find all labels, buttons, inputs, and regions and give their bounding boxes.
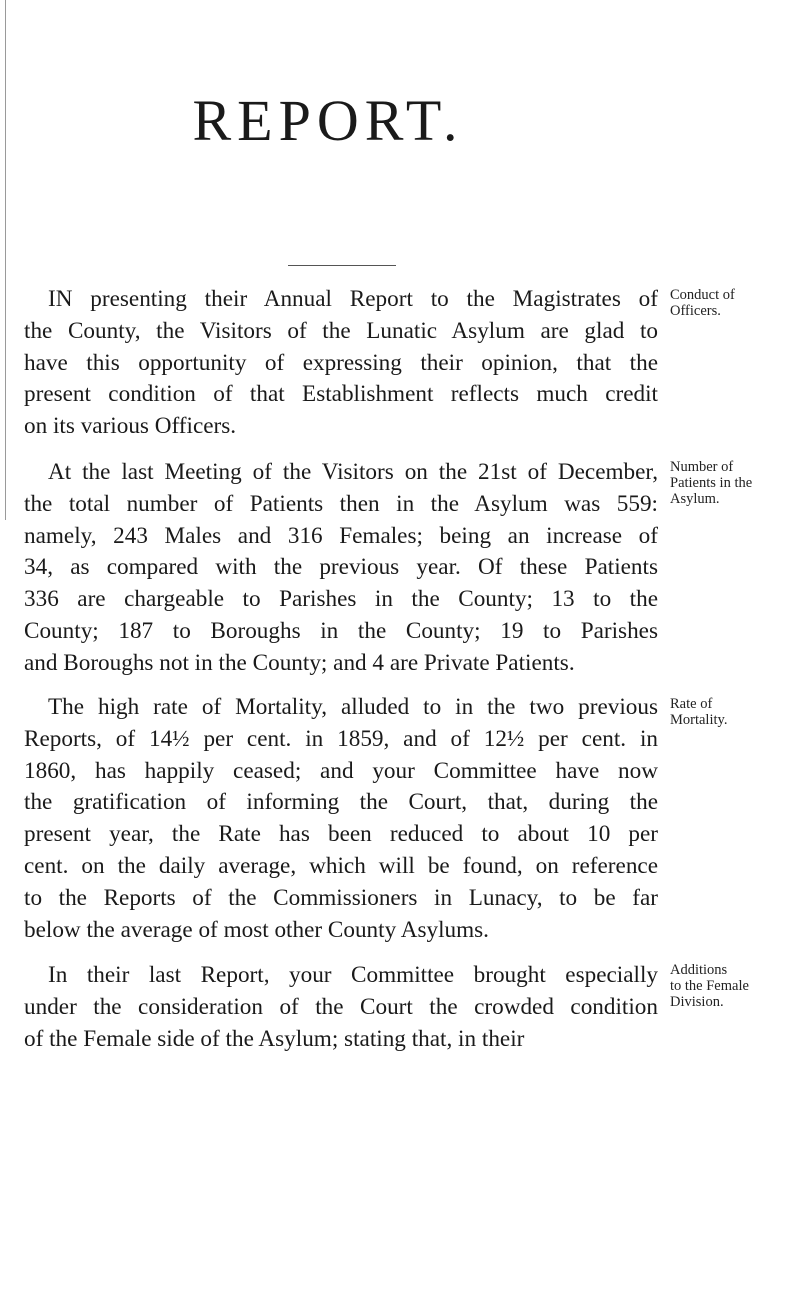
text-line: The high rate of Mortality, alluded to in the two previous [48, 694, 658, 720]
text-line: under the consideration of the Court the crowded condition [24, 993, 658, 1020]
text-line: below the average of most other County Asylums. [24, 916, 489, 943]
text-line: present year, the Rate has been reduced to about 10 per [24, 821, 658, 848]
text-line: the County, the Visitors of the Lunatic Asylum are glad to [24, 317, 658, 344]
text-line: In their last Report, your Committee brought especially [48, 962, 658, 988]
text-line: County; 187 to Boroughs in the County; 19 to Parishes [24, 617, 658, 644]
text-line: namely, 243 Males and 316 Females; being an increase of [24, 522, 658, 549]
margin-note-line: to the Female [670, 978, 749, 994]
text-line: have this opportunity of expressing their opinion, that the [24, 349, 658, 376]
text-line: and Boroughs not in the County; and 4 are Private Patients. [24, 649, 575, 676]
margin-note-line: Mortality. [670, 712, 728, 728]
margin-note-additions [670, 962, 798, 1010]
paragraph-number-of-patients [24, 457, 658, 680]
paragraph-conduct-of-officers [24, 284, 658, 443]
text-line: present condition of that Establishment reflects much credit [24, 381, 658, 408]
paragraph-female-division [24, 960, 658, 1055]
margin-note-mortality [670, 696, 798, 728]
text-line: 336 are chargeable to Parishes in the County; 13 to the [24, 586, 658, 613]
page-title: REPORT. [192, 88, 464, 153]
text-line: on its various Officers. [24, 413, 237, 440]
text-line: of the Female side of the Asylum; stating that, in their [24, 1025, 525, 1052]
margin-note-line: Patients in the [670, 475, 753, 491]
text-line: the total number of Patients then in the Asylum was 559: [24, 490, 658, 517]
text-line: At the last Meeting of the Visitors on the 21st of December, [48, 459, 658, 485]
text-line: the gratification of informing the Court, that, during the [24, 789, 658, 816]
text-line: to the Reports of the Commissioners in Lunacy, to be far [24, 884, 658, 911]
margin-note-line: Conduct of [670, 287, 735, 303]
text-line: 34, as compared with the previous year. Of these Patients [24, 554, 658, 581]
text-line: IN presenting their Annual Report to the Magistrates of [48, 286, 658, 312]
text-line: Reports, of 14½ per cent. in 1859, and of 12½ per cent. in [24, 725, 658, 752]
paragraph-rate-of-mortality [24, 692, 658, 946]
page-edge-rule [5, 0, 6, 520]
margin-note-line: Officers. [670, 303, 721, 319]
text-line: 1860, has happily ceased; and your Committee have now [24, 757, 658, 784]
margin-note-line: Number of [670, 459, 734, 475]
margin-note-conduct [670, 287, 798, 319]
margin-note-line: Rate of [670, 696, 713, 712]
margin-note-line: Asylum. [670, 491, 720, 507]
margin-note-line: Division. [670, 994, 724, 1010]
title-divider [288, 265, 396, 266]
margin-note-line: Additions [670, 962, 728, 978]
text-line: cent. on the daily average, which will be found, on reference [24, 852, 658, 879]
margin-note-patients [670, 459, 798, 507]
